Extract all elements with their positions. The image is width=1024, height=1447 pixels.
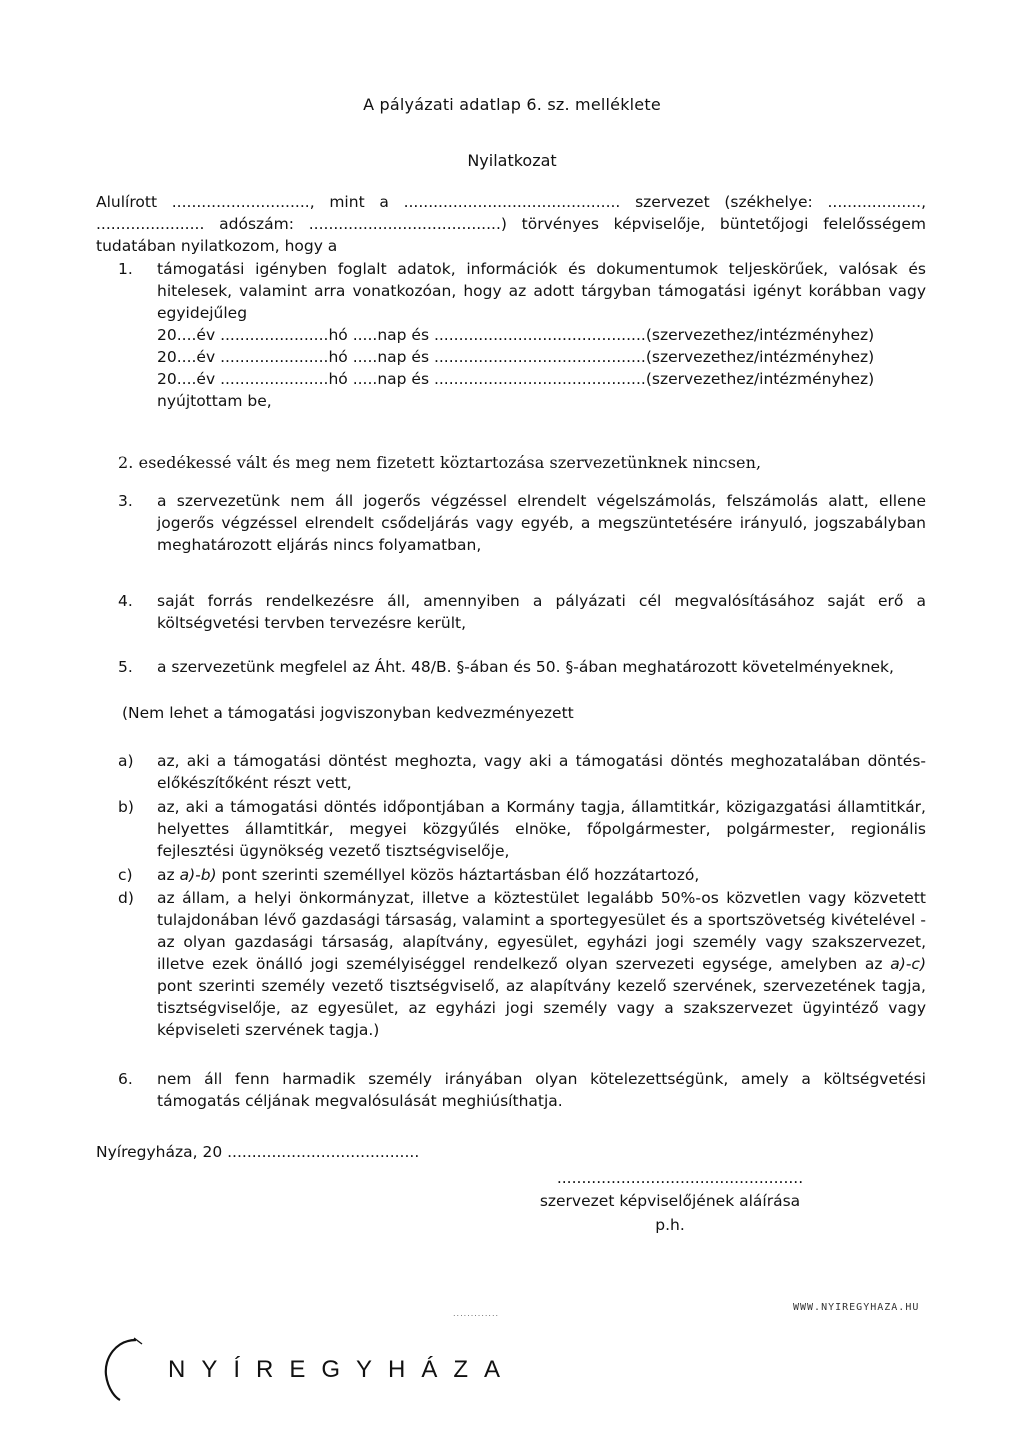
- sub-reference: a)-b): [179, 866, 217, 884]
- exclusion-item-b: [96, 796, 926, 862]
- declaration-item-1: [96, 258, 926, 412]
- declaration-item-3: [96, 490, 926, 556]
- exclusion-intro: (Nem lehet a támogatási jogviszonyban kedvezményezett: [122, 704, 574, 722]
- footer-url: WWW.NYIREGYHAZA.HU: [793, 1302, 920, 1313]
- exclusion-item-c: [96, 864, 926, 886]
- exclusion-item-a: [96, 750, 926, 794]
- exclusion-item-d: [96, 887, 926, 1041]
- date-line: 20....év ......................hó .....nap és ...........................................(szervezethez/intézményhez): [157, 326, 875, 344]
- sub-label: a): [118, 752, 134, 770]
- item-text: támogatási igényben foglalt adatok, információk és dokumentumok teljeskörűek, valósak és hitelesek, valamint arra vonatkozóan, hogy az adott tárgyban támogatási igényt korábban vagy egyidejűleg: [157, 260, 926, 322]
- signature-label: szervezet képviselőjének aláírása: [539, 1192, 801, 1210]
- date-line: 20....év ......................hó .....nap és ...........................................(szervezethez/intézményhez): [157, 348, 875, 366]
- declaration-item-4: [96, 590, 926, 634]
- item-number: 4.: [118, 592, 133, 610]
- declaration-item-5: [96, 656, 926, 678]
- place-date-line: Nyíregyháza, 20 .......................................: [96, 1143, 420, 1161]
- item-text: nem áll fenn harmadik személy irányában olyan kötelezettségünk, amely a költségvetési támogatás céljának megvalósulását meghiúsíthatja.: [157, 1070, 926, 1110]
- city-logo-wordmark: NYÍREGYHÁZA: [168, 1356, 517, 1383]
- sub-text: [157, 887, 926, 1041]
- city-logo-icon: [96, 1330, 156, 1408]
- sub-reference: a)-c): [890, 955, 926, 973]
- item-number: 6.: [118, 1070, 133, 1088]
- item-number: 1.: [118, 260, 133, 278]
- stamp-place-label: p.h.: [655, 1216, 685, 1234]
- intro-paragraph: Alulírott ............................, mint a ............................................ szervezet (székhelye: ..................., ...................... adószám: .......................................) törvényes képviselője, büntetőjogi felelősségem tudatában nyilatkozom, hogy a: [96, 193, 926, 255]
- item-text: saját forrás rendelkezésre áll, amennyiben a pályázati cél megvalósításához saját erő a költségvetési tervben tervezésre került,: [157, 592, 926, 632]
- sub-label: d): [118, 889, 134, 907]
- date-lines: [157, 324, 926, 412]
- sub-text-part-1: az állam, a helyi önkormányzat, illetve a köztestület legalább 50%-os közvetlen vagy közvetett tulajdonában lévő gazdasági társaság, valamint a sportegyesület és a sportszövetség kivételével - az olyan gazdasági társaság, alapítvány, egyesület, egyházi jogi személy vagy szakszervezet, illetve ezek önálló jogi személyiséggel rendelkező olyan szervezeti egysége, amelyben az: [157, 889, 926, 973]
- sub-text-part-2: pont szerinti személy vezető tisztségviselő, az alapítvány kezelő szervének, szervezetének tagja, tisztségviselője, az egyesület, az egyházi jogi személy vagy a szakszervezet ügyintéző vagy képviseleti szervének tagja.): [157, 977, 926, 1039]
- footer-decorative-mark: .............: [453, 1309, 500, 1318]
- sub-prefix: az: [157, 866, 175, 884]
- item-closing: nyújtottam be,: [157, 392, 272, 410]
- sub-label: c): [118, 866, 133, 884]
- sub-text: [157, 864, 926, 886]
- declaration-item-6: [96, 1068, 926, 1112]
- sub-text-body: pont szerinti személlyel közös háztartásban élő hozzátartozó,: [221, 866, 700, 884]
- sub-label: b): [118, 798, 134, 816]
- annex-title: A pályázati adatlap 6. sz. melléklete: [363, 95, 661, 114]
- date-line: 20....év ......................hó .....nap és ...........................................(szervezethez/intézményhez): [157, 370, 875, 388]
- item-number: 3.: [118, 492, 133, 510]
- sub-text: az, aki a támogatási döntést meghozta, vagy aki a támogatási döntés meghozatalában döntés-előkészítőként részt vett,: [157, 752, 926, 792]
- item-number: 5.: [118, 658, 133, 676]
- item-text: a szervezetünk nem áll jogerős végzéssel elrendelt végelszámolás, felszámolás alatt, ellene jogerős végzéssel elrendelt csődeljárás vagy egyéb, a megszüntetésére irányuló, jogszabályban meghatározott eljárás nincs folyamatban,: [157, 492, 926, 554]
- item-text: a szervezetünk megfelel az Áht. 48/B. §-ában és 50. §-ában meghatározott követelményeknek,: [157, 658, 894, 676]
- declaration-item-2: 2. esedékessé vált és meg nem fizetett köztartozása szervezetünknek nincsen,: [118, 453, 762, 472]
- sub-text: az, aki a támogatási döntés időpontjában a Kormány tagja, államtitkár, közigazgatási államtitkár, helyettes államtitkár, megyei közgyűlés elnöke, főpolgármester, polgármester, regionális fejlesztési ügynökség vezető tisztségviselője,: [157, 798, 926, 860]
- signature-line: ..................................................: [556, 1169, 804, 1187]
- document-title: Nyilatkozat: [467, 151, 557, 170]
